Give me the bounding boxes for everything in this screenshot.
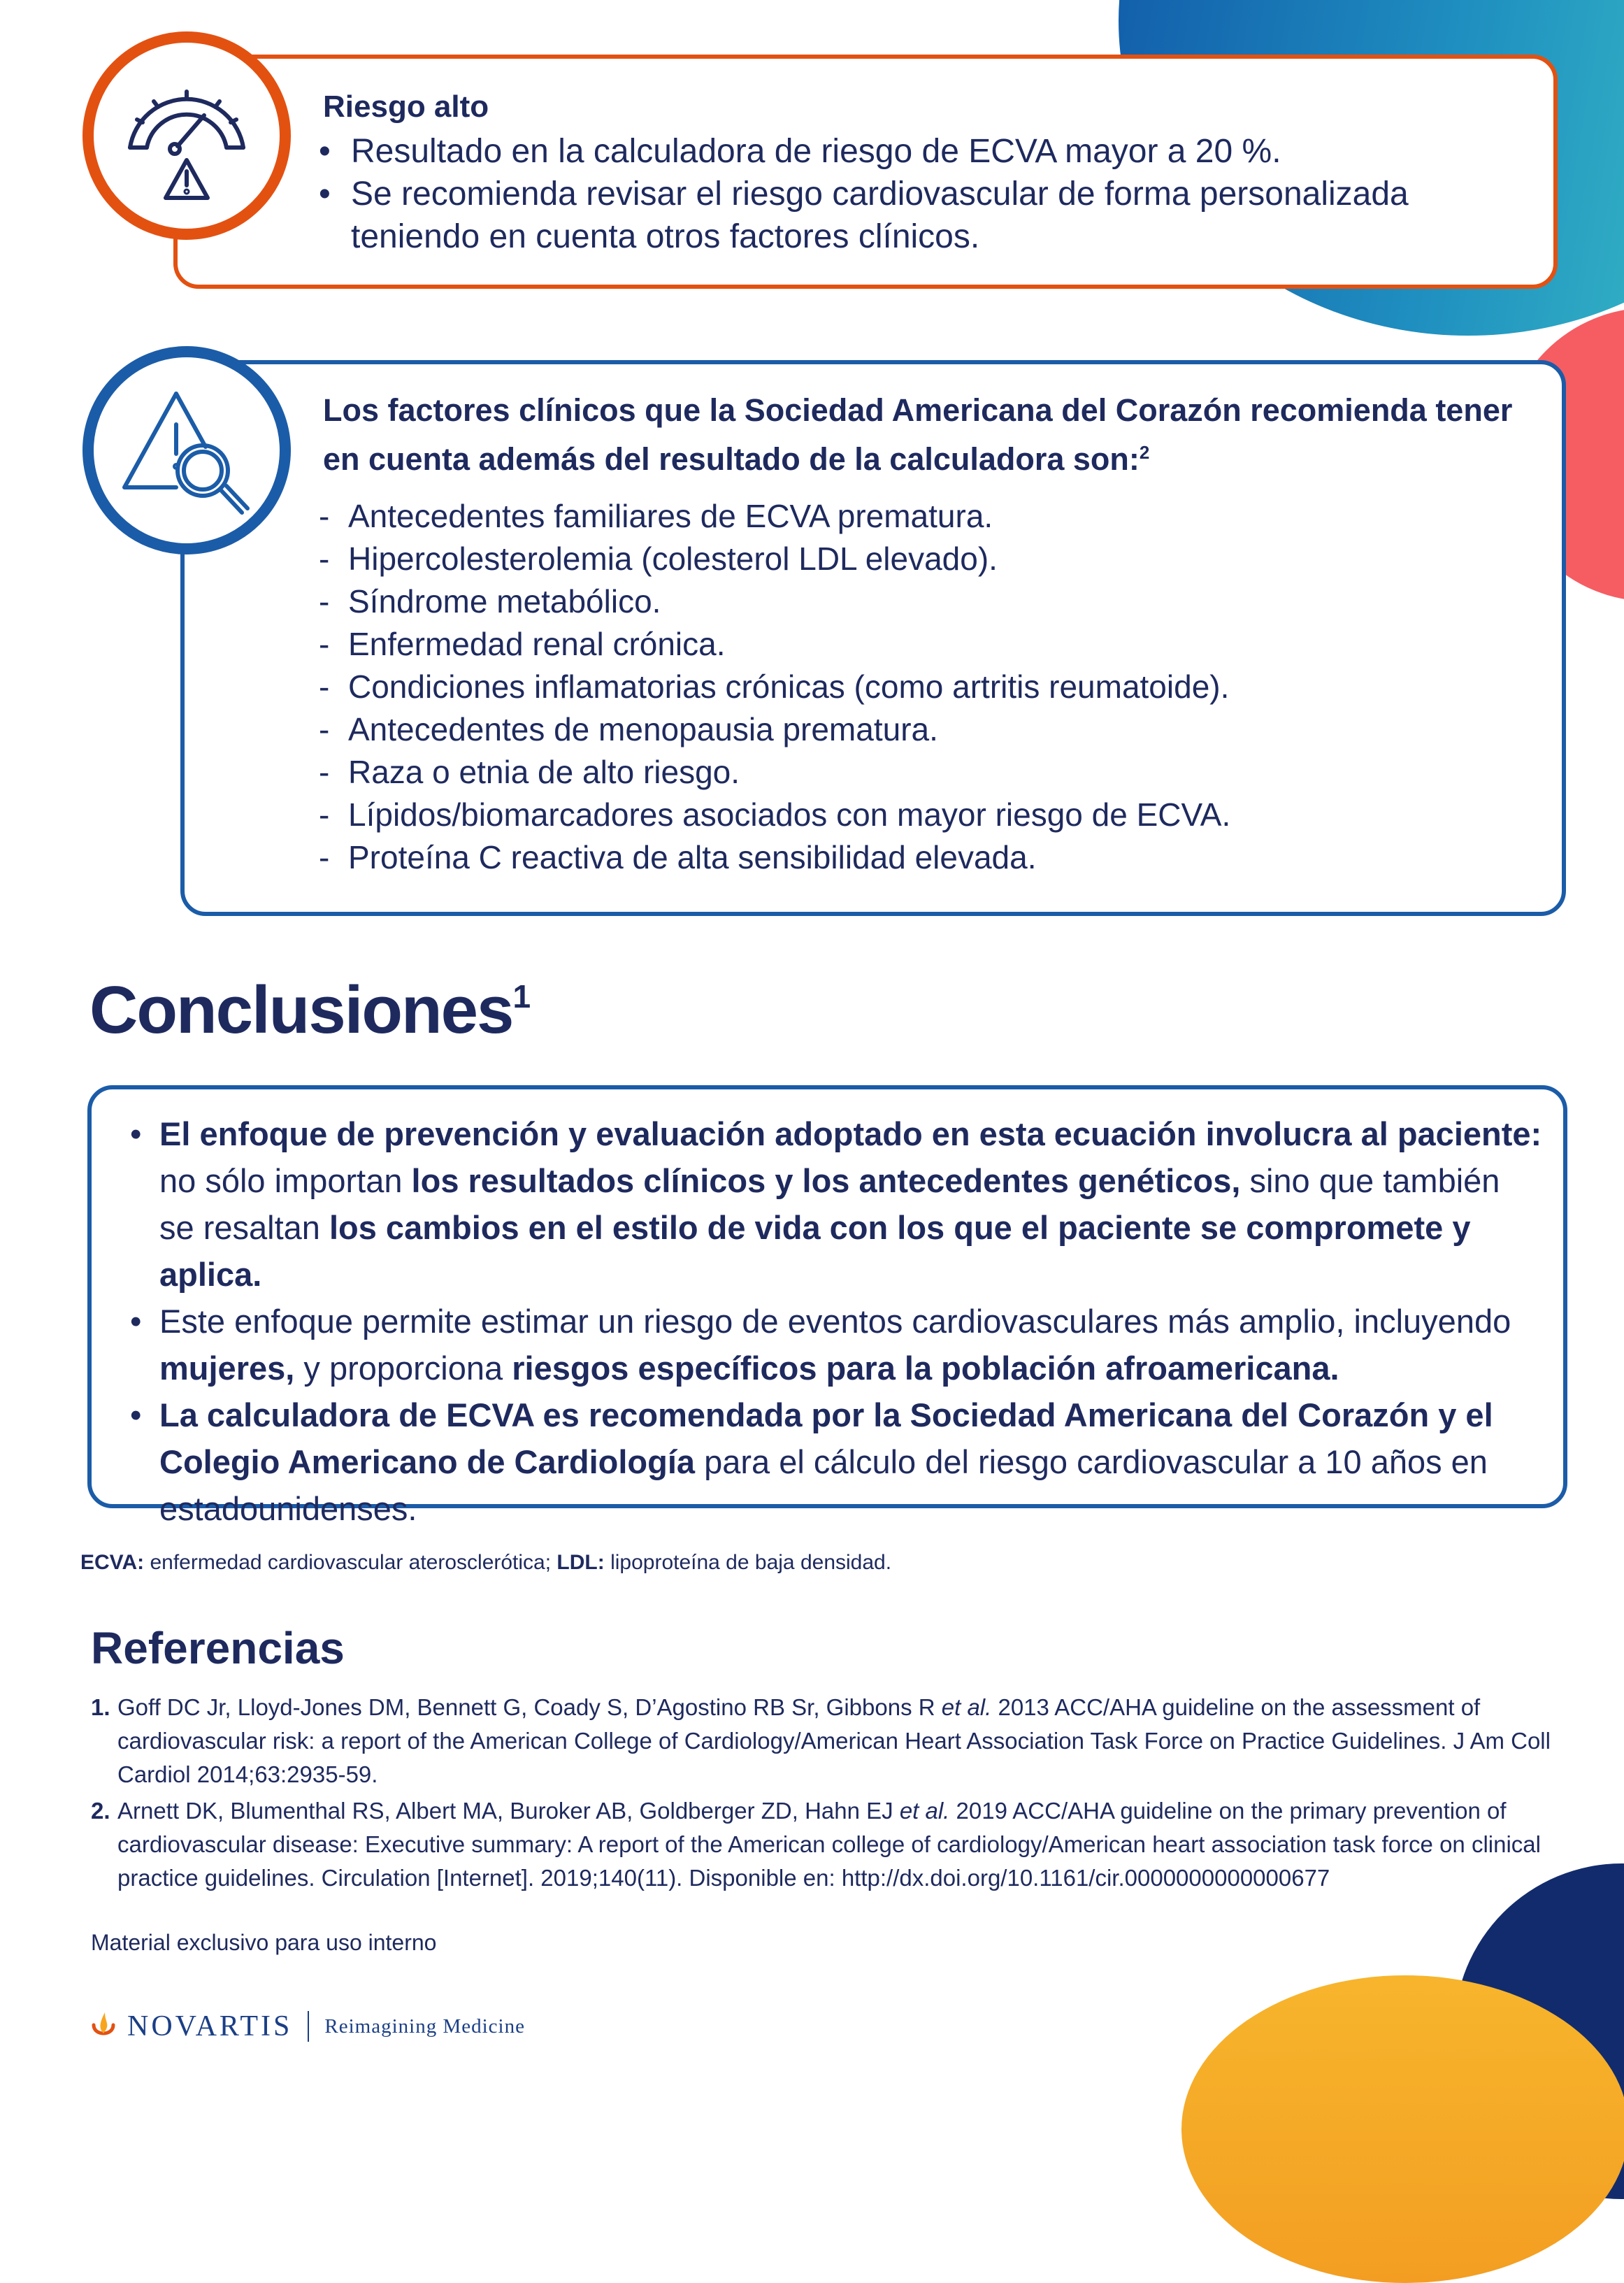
- list-item: - Hipercolesterolemia (colesterol LDL elevado).: [319, 541, 998, 577]
- internal-use-note: Material exclusivo para uso interno: [91, 1930, 437, 1955]
- list-item: - Condiciones inflamatorias crónicas (como artritis reumatoide).: [319, 668, 1230, 705]
- text-bold: La calculadora de ECVA es recomendada por la Sociedad Americana del Corazón y el Colegio Americano de Cardiología: [159, 1396, 1493, 1480]
- abbr-text: enfermedad cardiovascular aterosclerótica;: [144, 1551, 557, 1574]
- list-item: • El enfoque de prevención y evaluación adoptado en esta ecuación involucra al paciente: no sólo importan los resultados clínicos y los antecedentes genéticos, sino que también se resaltan los cambios en el estilo de vida con los que el paciente se compromete y aplica.: [130, 1115, 1542, 1293]
- text: para el cálculo del riesgo cardiovascular a 10 años en estadounidenses.: [159, 1443, 1488, 1527]
- abbr-label: ECVA:: [80, 1551, 145, 1574]
- abbr-label: LDL:: [556, 1551, 605, 1574]
- reference-number: 2.: [91, 1798, 110, 1824]
- flame-icon: [89, 2008, 117, 2045]
- high-risk-title: Riesgo alto: [323, 90, 489, 124]
- clinical-factors-list: [319, 495, 1507, 879]
- list-item-text: Antecedentes familiares de ECVA prematura.: [348, 498, 993, 534]
- list-item-text: Hipercolesterolemia (colesterol LDL elevado).: [348, 541, 998, 577]
- text-bold: El enfoque de prevención y evaluación adoptado en esta ecuación involucra al paciente:: [159, 1115, 1542, 1152]
- reference-item: [91, 1794, 1573, 1895]
- reference-etal: et al.: [899, 1798, 950, 1824]
- novartis-logo: [89, 2005, 525, 2047]
- list-item-text: Enfermedad renal crónica.: [348, 626, 726, 662]
- list-item: • La calculadora de ECVA es recomendada por la Sociedad Americana del Corazón y el Colegio Americano de Cardiología para el cálculo del riesgo cardiovascular a 10 años en estadounidenses.: [130, 1396, 1493, 1527]
- text: Este enfoque permite estimar un riesgo de eventos cardiovasculares más amplio, incluyendo: [159, 1303, 1511, 1340]
- list-item-text: Condiciones inflamatorias crónicas (como artritis reumatoide).: [348, 668, 1230, 705]
- brand-tagline: Reimagining Medicine: [324, 2014, 525, 2038]
- reference-item: [91, 1691, 1573, 1791]
- list-item: - Antecedentes familiares de ECVA prematura.: [319, 498, 993, 534]
- decorative-blob-yellow: [1181, 1975, 1624, 2283]
- reference-etal: et al.: [941, 1694, 992, 1720]
- list-item: - Lípidos/biomarcadores asociados con mayor riesgo de ECVA.: [319, 796, 1231, 833]
- conclusions-title-text: Conclusiones: [89, 973, 513, 1047]
- list-item: - Raza o etnia de alto riesgo.: [319, 754, 740, 790]
- list-item: - Antecedentes de menopausia prematura.: [319, 711, 938, 747]
- list-item: • Este enfoque permite estimar un riesgo de eventos cardiovasculares más amplio, incluyendo mujeres, y proporciona riesgos específicos para la población afroamericana.: [130, 1303, 1511, 1387]
- text: y proporciona: [294, 1350, 512, 1387]
- logo-divider: [308, 2011, 309, 2042]
- references-title: Referencias: [91, 1623, 345, 1673]
- text: no sólo importan: [159, 1162, 412, 1199]
- abbr-text: lipoproteína de baja densidad.: [604, 1551, 892, 1574]
- bullet-text: Resultado en la calculadora de riesgo de ECVA mayor a 20 %.: [351, 133, 1281, 170]
- reference-text: 2013 ACC/AHA guideline on the assessment of cardiovascular risk: a report of the American College of Cardiology/American Heart Association Task Force on Practice Guidelines. J Am Coll Cardiol 2014;63:2935-59.: [117, 1694, 1551, 1787]
- text-bold: mujeres,: [159, 1350, 295, 1387]
- reference-text: 2019 ACC/AHA guideline on the primary prevention of cardiovascular disease: Executive summary: A report of the American college of cardiology/American heart association task force on clinical practice guidelines. Circulation [Internet]. 2019;140(11). Disponible en: http://dx.doi.org/10.1161/cir.0000000000000677: [117, 1798, 1541, 1891]
- reference-sup: 2: [1139, 442, 1150, 463]
- list-item: - Síndrome metabólico.: [319, 583, 661, 620]
- brand-name: NOVARTIS: [127, 2010, 293, 2042]
- reference-number: 1.: [91, 1694, 110, 1720]
- abbreviations: [80, 1551, 891, 1575]
- clinical-factors-heading: [323, 389, 1539, 480]
- list-item-text: Proteína C reactiva de alta sensibilidad elevada.: [348, 839, 1037, 875]
- text-bold: riesgos específicos para la población afroamericana.: [512, 1350, 1339, 1387]
- list-item-text: Síndrome metabólico.: [348, 583, 661, 620]
- heading-text: Los factores clínicos que la Sociedad Americana del Corazón recomienda tener en cuenta además del resultado de la calculadora son:: [323, 392, 1513, 477]
- list-item: - Enfermedad renal crónica.: [319, 626, 726, 662]
- text-bold: los resultados clínicos y los antecedentes genéticos,: [411, 1162, 1241, 1199]
- warning-magnifier-icon: [82, 346, 291, 554]
- text-bold: los cambios en el estilo de vida con los que el paciente se compromete y aplica.: [159, 1209, 1471, 1293]
- list-item: - Proteína C reactiva de alta sensibilidad elevada.: [319, 839, 1037, 875]
- bullet-text: Se recomienda revisar el riesgo cardiovascular de forma personalizada teniendo en cuenta otros factores clínicos.: [351, 176, 1409, 255]
- conclusions-list: [130, 1110, 1542, 1532]
- list-item-text: Antecedentes de menopausia prematura.: [348, 711, 938, 747]
- gauge-warning-icon: [82, 31, 291, 240]
- reference-text: Arnett DK, Blumenthal RS, Albert MA, Buroker AB, Goldberger ZD, Hahn EJ: [117, 1798, 900, 1824]
- reference-sup: 1: [512, 978, 530, 1015]
- reference-text: Goff DC Jr, Lloyd-Jones DM, Bennett G, Coady S, D’Agostino RB Sr, Gibbons R: [117, 1694, 942, 1720]
- text: sino que también se resaltan: [159, 1162, 1500, 1246]
- references-list: [91, 1691, 1573, 1898]
- list-item-text: Lípidos/biomarcadores asociados con mayor riesgo de ECVA.: [348, 796, 1231, 833]
- list-item-text: Raza o etnia de alto riesgo.: [348, 754, 740, 790]
- conclusions-title: [89, 972, 529, 1049]
